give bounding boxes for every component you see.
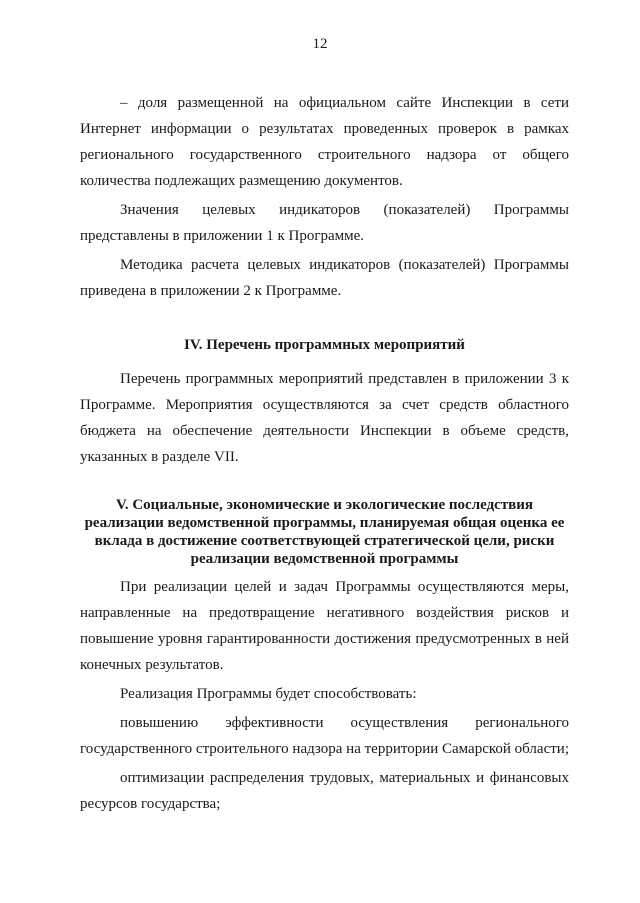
section-title-line: реализации ведомственной программы [190,551,459,567]
paragraph: повышению эффективности осуществления регионального государственного строительного надзора на территории Самарской области; [80,715,569,757]
section-4-heading [80,336,569,354]
paragraph: Реализация Программы будет способствовать: [120,686,417,702]
section-title-line: V. Социальные, экономические и экологические последствия [115,497,534,513]
section-title: IV. Перечень программных мероприятий [184,337,465,353]
paragraph: оптимизации распределения трудовых, материальных и финансовых ресурсов государства; [80,770,569,812]
paragraph: – доля размещенной на официальном сайте Инспекции в сети Интернет информации о результатах проведенных проверок в рамках регионального государственного строительного надзора от общего количества подлежащих размещению документов. [80,95,569,189]
paragraph: Перечень программных мероприятий представлен в приложении 3 к Программе. Мероприятия осуществляются за счет средств областного бюджета на обеспечение деятельности Инспекции в объеме средств, указанных в разделе VII. [80,371,569,465]
intro-block [80,90,569,304]
paragraph: Значения целевых индикаторов (показателей) Программы представлены в приложении 1 к Программе. [80,202,569,244]
section-title-line: вклада в достижение соответствующей стратегической цели, риски [94,533,555,549]
section-title-line: реализации ведомственной программы, планируемая общая оценка ее [84,515,565,531]
section-5-body [80,574,569,817]
paragraph: При реализации целей и задач Программы осуществляются меры, направленные на предотвращение негативного воздействия рисков и повышение уровня гарантированности достижения предусмотренных в ней конечных результатов. [80,579,569,673]
page-number: 12 [312,36,328,52]
section-4-body [80,366,569,470]
paragraph: Методика расчета целевых индикаторов (показателей) Программы приведена в приложении 2 к Программе. [80,257,569,299]
section-5-heading [80,496,569,568]
